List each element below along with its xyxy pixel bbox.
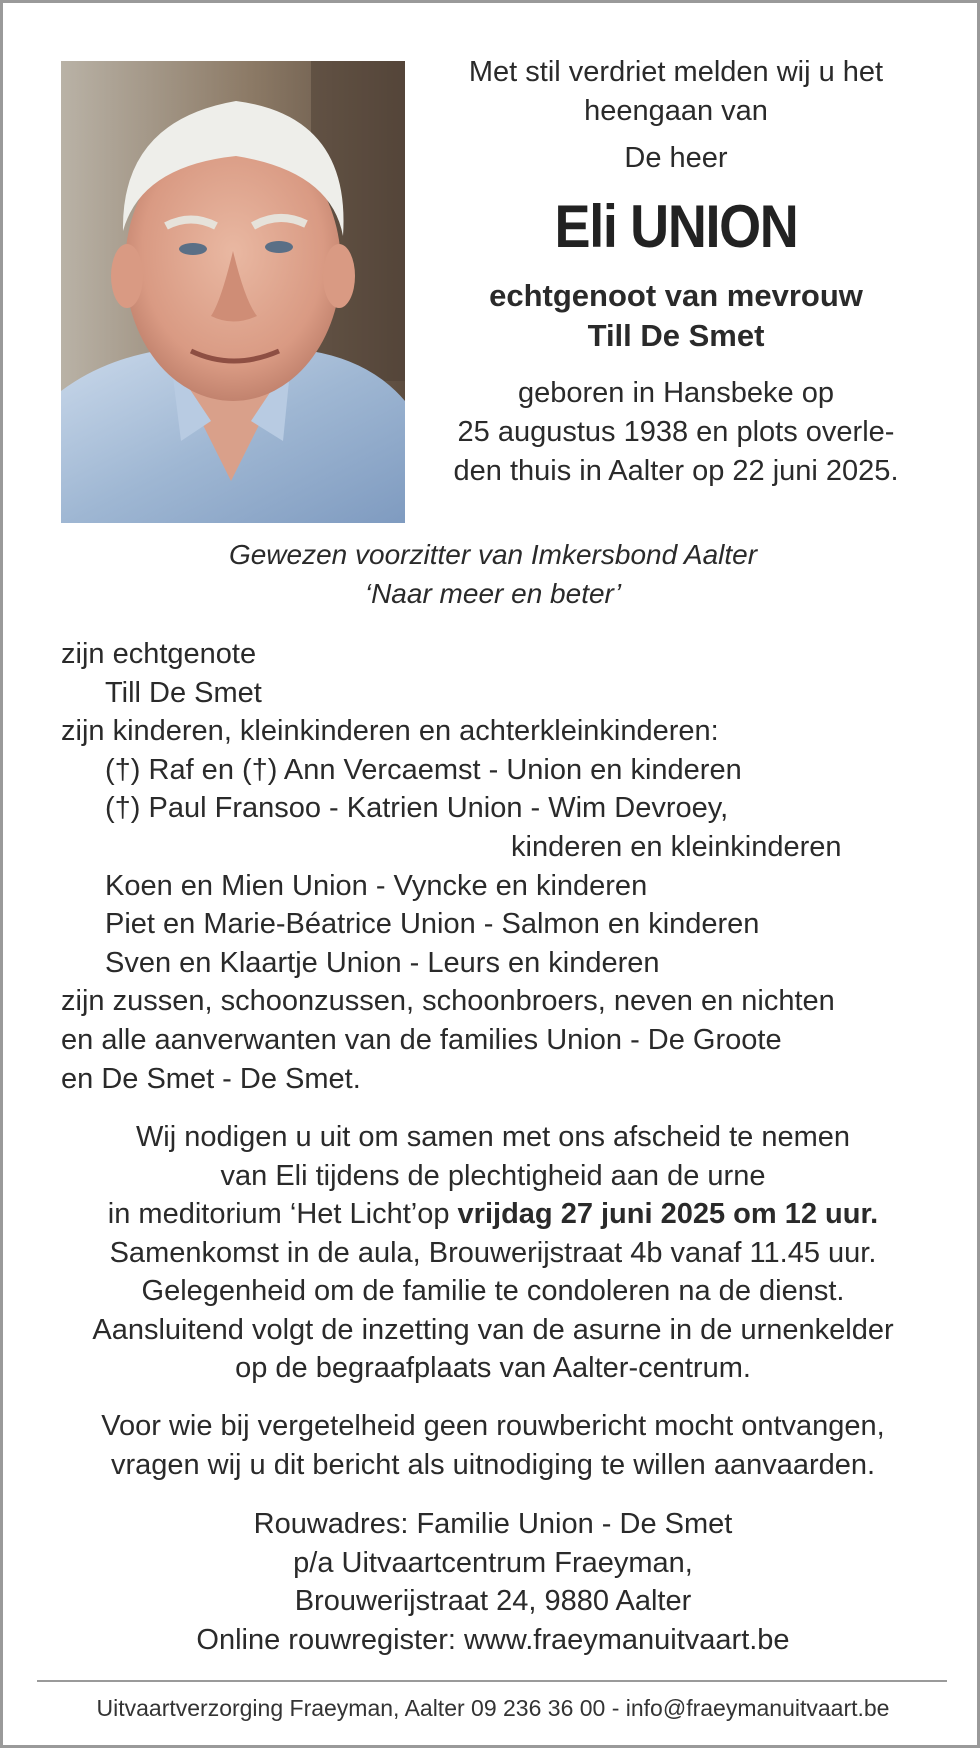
ceremony-info — [3, 1118, 980, 1388]
child-entry: (†) Paul Fransoo - Katrien Union - Wim Devroey, — [105, 792, 729, 825]
ceremony-location: in meditorium ‘Het Licht’op — [107, 1198, 458, 1230]
child-entry: Piet en Marie-Béatrice Union - Salmon en kinderen — [105, 908, 760, 941]
invite-line-2: vragen wij u dit bericht als uitnodiging te willen aanvaarden. — [110, 1449, 876, 1481]
intro-text: Met stil verdriet melden wij u het heengaan van — [468, 56, 884, 127]
relatives-line: en alle aanverwanten van de families Union - De Groote — [61, 1023, 782, 1056]
portrait-illustration — [61, 61, 405, 523]
ceremony-line-2: van Eli tijdens de plechtigheid aan de urne — [220, 1159, 766, 1192]
relatives-line: en De Smet - De Smet. — [61, 1062, 361, 1095]
ceremony-line-4: Samenkomst in de aula, Brouwerijstraat 4b vanaf 11.45 uur. — [109, 1236, 877, 1269]
birth-line-1: geboren in Hansbeke op — [517, 377, 834, 409]
ceremony-line-7: op de begraafplaats van Aalter-centrum. — [235, 1352, 751, 1384]
birth-line-2: 25 augustus 1938 en plots overle- — [457, 416, 895, 448]
motto-line-1: Gewezen voorzitter van Imkersbond Aalter — [228, 539, 758, 570]
child-entry: Sven en Klaartje Union - Leurs en kinderen — [105, 946, 660, 979]
spouse-name: Till De Smet — [105, 676, 262, 709]
ceremony-date: vrijdag 27 juni 2025 om 12 uur. — [457, 1198, 879, 1230]
spouse-info — [423, 276, 929, 356]
address-line-1: Rouwadres: Familie Union - De Smet — [253, 1508, 733, 1540]
invite-line-1: Voor wie bij vergetelheid geen rouwbericht mocht ontvangen, — [101, 1410, 885, 1442]
ceremony-line-6: Aansluitend volgt de inzetting van de asurne in de urnenkelder — [92, 1313, 894, 1346]
spouse-line-2: Till De Smet — [587, 318, 765, 353]
child-entry: (†) Raf en (†) Ann Vercaemst - Union en kinderen — [105, 753, 742, 786]
ceremony-line-1: Wij nodigen u uit om samen met ons afscheid te nemen — [135, 1121, 851, 1153]
honorific-title: De heer — [624, 142, 728, 174]
ceremony-line-5: Gelegenheid om de familie te condoleren na de dienst. — [141, 1275, 845, 1307]
birth-line-3: den thuis in Aalter op 22 juni 2025. — [453, 455, 899, 487]
deceased-name: Eli UNION — [554, 193, 798, 260]
spouse-label: zijn echtgenote — [61, 638, 257, 670]
address-line-3: Brouwerijstraat 24, 9880 Aalter — [294, 1585, 692, 1617]
family-list — [61, 635, 951, 1098]
children-label: zijn kinderen, kleinkinderen en achterkleinkinderen: — [61, 715, 719, 748]
mourning-address — [3, 1505, 980, 1659]
address-line-2: p/a Uitvaartcentrum Fraeyman, — [293, 1546, 693, 1579]
relatives-line: zijn zussen, schoonzussen, schoonbroers, neven en nichten — [61, 985, 835, 1018]
motto-section — [3, 535, 980, 613]
birth-death-info — [423, 374, 929, 491]
funeral-home-footer: Uitvaartverzorging Fraeyman, Aalter 09 236 36 00 - info@fraeymanuitvaart.be — [96, 1695, 890, 1721]
ceremony-line-3 — [3, 1195, 980, 1234]
online-register: Online rouwregister: www.fraeymanuitvaart.be — [196, 1623, 790, 1656]
child-entry: Koen en Mien Union - Vyncke en kinderen — [105, 869, 648, 902]
child-entry-continuation: kinderen en kleinkinderen — [511, 830, 842, 863]
motto-line-2: ‘Naar meer en beter’ — [364, 578, 622, 609]
portrait-photo — [61, 61, 405, 523]
announcement-header — [423, 53, 929, 491]
footer-divider — [37, 1680, 947, 1682]
spouse-line-1: echtgenoot van mevrouw — [489, 278, 863, 313]
invitation-note — [3, 1407, 980, 1485]
